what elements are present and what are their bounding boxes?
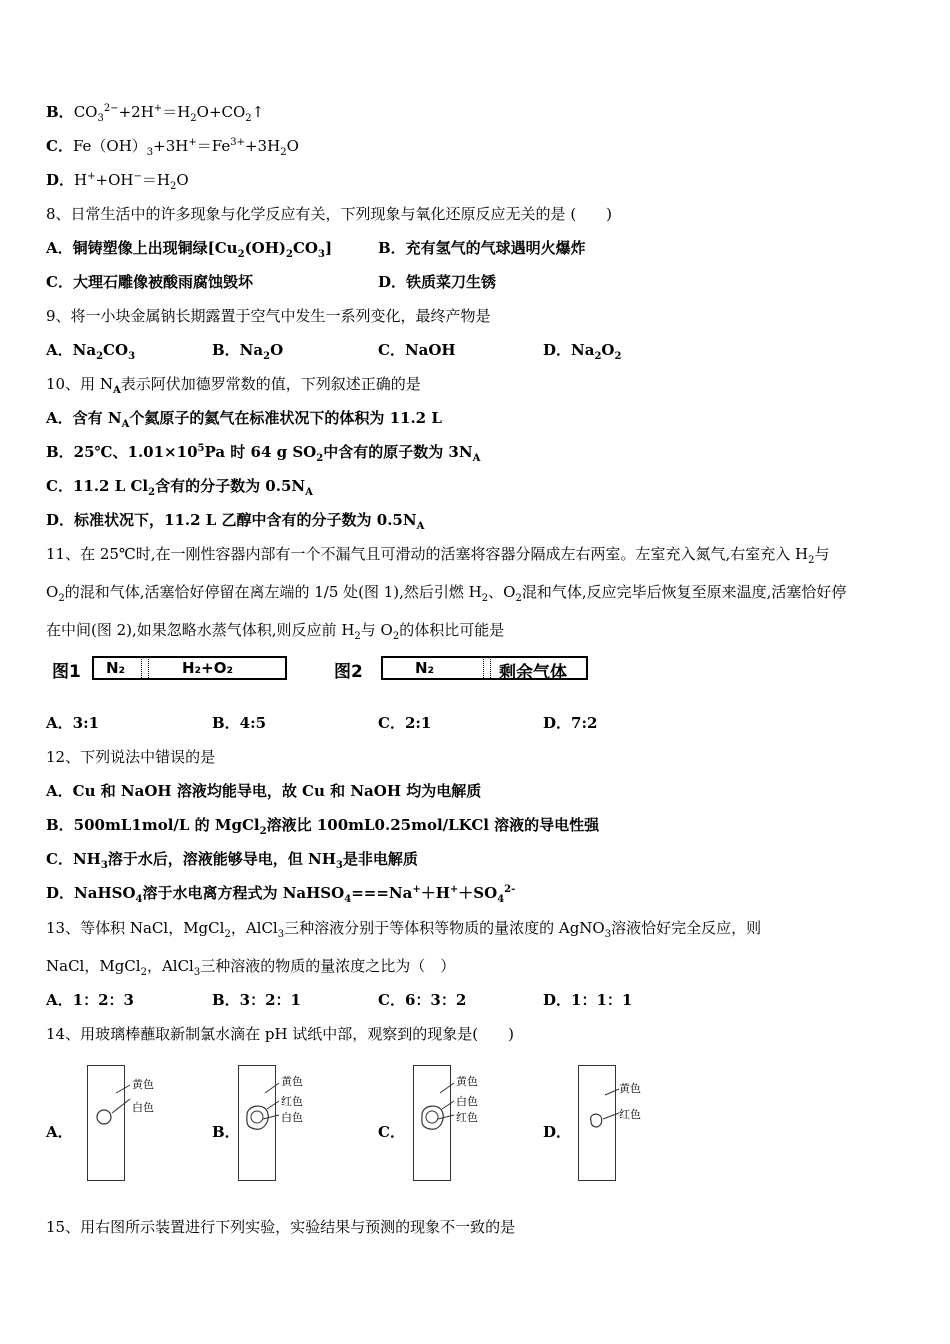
q8-option-d: D．铁质菜刀生锈 — [378, 273, 497, 291]
q14-c-leader-red — [438, 1115, 454, 1119]
q11-option-b: B．4:5 — [212, 714, 267, 732]
q14-b-figure — [237, 1065, 317, 1185]
q14-a-leader-yellow — [116, 1085, 130, 1093]
fig2-piston — [483, 656, 491, 680]
q14-b-white-spot — [251, 1111, 263, 1123]
q14-b-leader-white — [263, 1115, 279, 1119]
q11-stem-line2: $O_2$的混和气体,活塞恰好停留在离左端的 1/5 处(图 1),然后引燃 $H_2$、$O_2$混和气体,反应完毕后恢复至原来温度,活塞恰好停 — [46, 583, 847, 604]
q11-stem-line3: 在中间(图 2),如果忽略水蒸气体积,则反应前 $H_2$与 $O_2$的体积比可能是 — [46, 621, 505, 642]
q14-d-label-red: 红色 — [619, 1108, 641, 1121]
q10-option-b: B．25℃、$1.01\times 10^5Pa$ 时 64 g $SO_2$中含有的原子数为 $3N_A$ — [46, 443, 481, 464]
q13-option-c: C．6：3：2 — [378, 991, 467, 1009]
q8-option-a: A．铜铸塑像上出现铜绿$[Cu_2(OH)_2CO_3]$ — [46, 239, 333, 260]
q14-option-d: D． — [543, 1123, 572, 1141]
q14-b-leader-red — [267, 1101, 279, 1109]
q14-c-red-spot — [426, 1111, 438, 1123]
q14-a-figure — [86, 1065, 166, 1185]
q9-option-c: C．NaOH — [378, 341, 456, 359]
q13-option-d: D．1：1：1 — [543, 991, 633, 1009]
q14-d-label-yellow: 黄色 — [619, 1082, 641, 1095]
fig1-label: 图1 — [52, 662, 81, 682]
q8-stem: 8、日常生活中的许多现象与化学反应有关，下列现象与氧化还原反应无关的是 ( ) — [46, 205, 613, 223]
fig1-container — [92, 656, 287, 680]
q14-c-figure — [412, 1065, 492, 1185]
q14-b-label-red: 红色 — [281, 1095, 303, 1108]
fig1-piston — [141, 656, 149, 680]
fig2-label: 图2 — [334, 662, 363, 682]
q14-c-leader-yellow — [440, 1083, 454, 1093]
q14-c-label-red: 红色 — [456, 1111, 478, 1124]
q12-stem: 12、下列说法中错误的是 — [46, 748, 216, 766]
q13-option-a: A．1：2：3 — [46, 991, 134, 1009]
q9-option-d: D．$Na_2O_2$ — [543, 341, 622, 362]
q8-option-b: B．充有氢气的气球遇明火爆炸 — [378, 239, 586, 257]
q7-option-b: B．$CO_3^{2-}+2H^+=H_2O+CO_2↑$ — [46, 103, 265, 124]
fig2-left-gas: N₂ — [415, 659, 435, 677]
q12-option-b: B．500mL1mol/L 的 MgCl$_2$溶液比 100mL0.25mol/LKCl 溶液的导电性强 — [46, 816, 600, 837]
q14-c-leader-white — [442, 1101, 454, 1109]
q14-b-red-ring — [247, 1106, 268, 1129]
q14-a-label-white: 白色 — [132, 1101, 154, 1114]
q14-stem: 14、用玻璃棒蘸取新制氯水滴在 pH 试纸中部，观察到的现象是( ) — [46, 1025, 515, 1043]
fig1-right-gas: H₂+O₂ — [182, 659, 234, 677]
q14-b-label-white: 白色 — [281, 1111, 303, 1124]
q8-option-c: C．大理石雕像被酸雨腐蚀毁坏 — [46, 273, 253, 291]
q14-c-white-ring — [422, 1106, 443, 1129]
q12-option-c: C．$NH_3$溶于水后，溶液能够导电，但 $NH_3$是非电解质 — [46, 850, 418, 871]
q11-option-c: C．2:1 — [378, 714, 432, 732]
q14-d-leader-yellow — [605, 1089, 619, 1095]
q13-stem-line1: 13、等体积 NaCl，MgCl$_2$，AlCl$_3$三种溶液分别于等体积等物质的量浓度的 AgNO$_3$溶液恰好完全反应，则 — [46, 919, 762, 940]
q13-option-b: B．3：2：1 — [212, 991, 301, 1009]
q14-option-c: C． — [378, 1123, 405, 1141]
fig2-right-gas: 剩余气体 — [499, 663, 567, 683]
q14-d-leader-red — [603, 1113, 619, 1119]
q11-option-d: D．7:2 — [543, 714, 598, 732]
q14-option-a: A． — [46, 1123, 73, 1141]
fig2-container — [381, 656, 588, 683]
q14-d-figure — [577, 1065, 657, 1185]
q12-option-a: A．Cu 和 NaOH 溶液均能导电，故 Cu 和 NaOH 均为电解质 — [46, 782, 482, 800]
q7-option-d: D．$H^++OH^-=H_2O$ — [46, 171, 189, 192]
q12-option-d: D．NaHSO$_4$溶于水电离方程式为 $NaHSO_4===Na^++H^++SO_4^{2-}$ — [46, 884, 516, 905]
q14-a-leader-white — [112, 1099, 130, 1113]
q10-stem: 10、用 $N_A$表示阿伏加德罗常数的值，下列叙述正确的是 — [46, 375, 421, 396]
q9-option-a: A．$Na_2CO_3$ — [46, 341, 136, 362]
q11-option-a: A．3:1 — [46, 714, 100, 732]
q11-stem-line1: 11、在 25℃时,在一刚性容器内部有一个不漏气且可滑动的活塞将容器分隔成左右两室。左室充入氮气,右室充入 $H_2$与 — [46, 545, 830, 566]
q14-b-leader-yellow — [265, 1083, 279, 1093]
q14-c-label-white: 白色 — [456, 1095, 478, 1108]
q7-option-c: C．$Fe(OH)_3+3H^+=Fe^{3+}+3H_2O$ — [46, 137, 299, 158]
q13-stem-line2: NaCl，MgCl$_2$，AlCl$_3$三种溶液的物质的量浓度之比为（ ） — [46, 957, 456, 978]
q14-d-red-spot — [591, 1114, 602, 1127]
fig1-left-gas: N₂ — [106, 659, 126, 677]
q14-a-white-spot — [97, 1110, 111, 1124]
q14-option-b: B． — [212, 1123, 240, 1141]
q10-option-c: C．11.2 L $Cl_2$含有的分子数为 $0.5N_A$ — [46, 477, 313, 498]
q10-option-a: A．含有 $N_A$个氦原子的氦气在标准状况下的体积为 11.2 L — [46, 409, 442, 430]
q14-a-label-yellow: 黄色 — [132, 1078, 154, 1091]
q15-stem: 15、用右图所示装置进行下列实验，实验结果与预测的现象不一致的是 — [46, 1218, 516, 1236]
q9-stem: 9、将一小块金属钠长期露置于空气中发生一系列变化，最终产物是 — [46, 307, 491, 325]
q10-option-d: D．标准状况下，11.2 L 乙醇中含有的分子数为 $0.5N_A$ — [46, 511, 425, 532]
q9-option-b: B．$Na_2O$ — [212, 341, 284, 362]
q14-b-label-yellow: 黄色 — [281, 1075, 303, 1088]
q14-c-label-yellow: 黄色 — [456, 1075, 478, 1088]
